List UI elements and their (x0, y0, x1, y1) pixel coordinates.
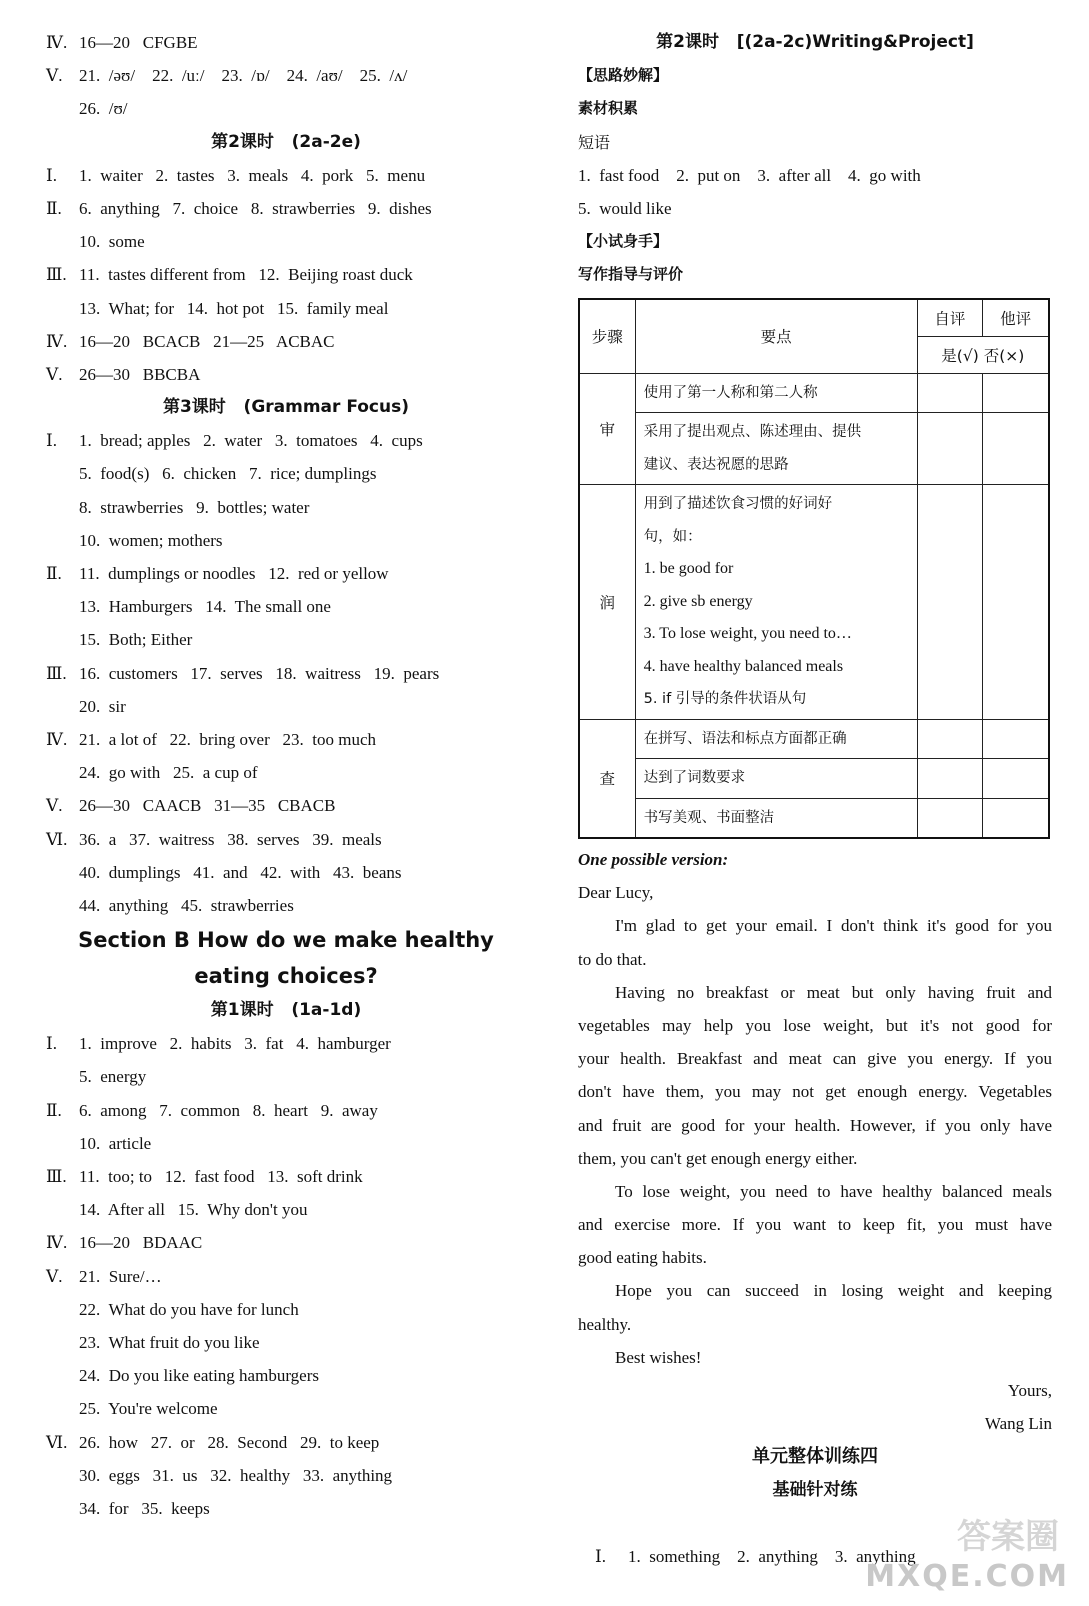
answer-row (46, 723, 526, 756)
point-handwriting: 书写美观、书面整洁 (635, 798, 917, 838)
answer-row (46, 823, 526, 856)
answer-row-continued: 13. Hamburgers 14. The small one (79, 597, 331, 617)
answer-row-continued: 5. food(s) 6. chicken 7. rice; dumplings (79, 464, 377, 484)
roman-numeral: Ⅳ. (46, 331, 68, 351)
point-expr-4: 4. have healthy balanced meals (643, 657, 844, 675)
lesson-heading: 第2课时 (2a-2e) (211, 131, 361, 152)
letter-body (578, 909, 1052, 1374)
unit-title: 单元整体训练四 (752, 1446, 878, 1468)
point-person: 使用了第一人称和第二人称 (635, 373, 917, 413)
answer-text: 1. waiter 2. tastes 3. meals 4. pork 5. menu (79, 165, 426, 185)
roman-numeral: Ⅴ. (46, 796, 63, 816)
section-heading: eating choices? (194, 964, 378, 989)
answer-row (46, 657, 526, 690)
answer-row-continued: 30. eggs 31. us 32. healthy 33. anything (79, 1465, 393, 1485)
phrases-line-2: 5. would like (578, 198, 672, 218)
point-expr-2: 2. give sb energy (643, 592, 753, 610)
answer-row (46, 59, 526, 92)
answer-row (46, 192, 526, 225)
roman-numeral: Ⅴ. (46, 364, 63, 384)
letter-line: vegetables may help you lose weight, but it's not good for (578, 1015, 1052, 1035)
roman-numeral: Ⅰ. (46, 431, 57, 451)
roman-numeral: Ⅱ. (46, 564, 62, 583)
answer-text: 1. bread; apples 2. water 3. tomatoes 4. cups (79, 431, 423, 451)
point-structure-a: 采用了提出观点、陈述理由、提供 (643, 424, 862, 440)
answer-row-continued: 22. What do you have for lunch (79, 1299, 299, 1319)
point-expr-1: 1. be good for (643, 560, 734, 577)
point-structure (635, 413, 917, 485)
point-expressions (635, 485, 917, 720)
phrases-line-1: 1. fast food 2. put on 3. after all 4. go with (578, 165, 921, 185)
answer-row-continued: 10. women; mothers (79, 530, 223, 550)
unit-subtitle: 基础针对练 (772, 1479, 858, 1500)
answer-row-continued: 34. for 35. keeps (79, 1498, 210, 1518)
answer-row (46, 258, 526, 291)
self-eval-cell (917, 759, 983, 799)
answer-row (46, 26, 526, 59)
letter-line: and exercise more. If you want to keep fit, you must have (578, 1215, 1052, 1235)
letter-line: To lose weight, you need to have healthy balanced meals (615, 1181, 1052, 1201)
lesson-heading: 第1课时 (1a-1d) (210, 1000, 362, 1021)
step-review: 审 (579, 373, 635, 485)
answer-row-continued: 8. strawberries 9. bottles; water (79, 497, 310, 517)
self-eval-cell (917, 798, 983, 838)
answer-text: 16—20 BDAAC (79, 1233, 203, 1253)
answer-row-continued: 5. energy (79, 1067, 147, 1087)
roman-numeral: Ⅰ. (46, 1034, 57, 1054)
answer-text: 26. how 27. or 28. Second 29. to keep (79, 1432, 380, 1452)
lesson-heading: 第3课时 (Grammar Focus) (162, 397, 410, 418)
version-label: One possible version: (578, 850, 729, 869)
answer-row (46, 789, 526, 822)
point-expr-3: 3. To lose weight, you need to… (643, 625, 852, 642)
answer-text: 16—20 BCACB 21—25 ACBAC (79, 331, 335, 351)
letter-line: them, you can't get enough energy either. (578, 1148, 858, 1168)
guide-label: 写作指导与评价 (578, 265, 684, 284)
answer-text: 1. improve 2. habits 3. fat 4. hamburger (79, 1034, 391, 1054)
answer-text: 6. anything 7. choice 8. strawberries 9. dishes (79, 198, 432, 218)
letter-signature: Wang Lin (984, 1414, 1052, 1434)
answer-row (46, 1226, 526, 1259)
letter-line: good eating habits. (578, 1248, 707, 1268)
section-heading: Section B How do we make healthy (78, 928, 494, 953)
roman-numeral: Ⅱ. (46, 1100, 62, 1120)
letter-line: Hope you can succeed in losing weight and keeping (615, 1281, 1052, 1301)
answer-text: 26—30 CAACB 31—35 CBACB (79, 796, 336, 816)
other-eval-cell (983, 798, 1049, 838)
roman-numeral: Ⅳ. (46, 729, 68, 749)
answer-row-continued: 23. What fruit do you like (79, 1332, 260, 1352)
answer-row (46, 1094, 526, 1127)
answer-row-continued: 10. article (79, 1133, 152, 1153)
answer-row-continued: 10. some (79, 232, 145, 252)
material-label: 素材积累 (578, 99, 639, 118)
answer-row (46, 424, 526, 457)
letter-line: healthy. (578, 1314, 632, 1334)
point-expr-b: 句，如： (643, 528, 702, 545)
watermark-text: MXQE.COM (865, 1559, 1069, 1594)
letter-line: to do that. (578, 949, 647, 969)
answer-row (46, 1426, 526, 1459)
phrases-label: 短语 (578, 132, 611, 152)
answer-row-continued: 24. Do you like eating hamburgers (79, 1366, 320, 1386)
answer-text: 6. among 7. common 8. heart 9. away (79, 1100, 378, 1120)
header-point: 要点 (635, 299, 917, 374)
answer-row-continued: 24. go with 25. a cup of (79, 763, 258, 783)
answer-row (46, 325, 526, 358)
answer-row (46, 1160, 526, 1193)
answer-text: 11. too; to 12. fast food 13. soft drink (79, 1167, 363, 1186)
answer-row-continued: 20. sir (79, 696, 126, 716)
roman-numeral: Ⅰ. (46, 165, 57, 185)
left-column (46, 26, 526, 1525)
answer-row (46, 159, 526, 192)
roman-numeral: Ⅳ. (46, 33, 68, 52)
answer-text: 11. tastes different from 12. Beijing roast duck (79, 265, 413, 285)
right-column (578, 26, 1052, 1566)
roman-numeral: Ⅳ. (46, 1233, 68, 1253)
letter-closing: Yours, (1007, 1381, 1052, 1400)
roman-numeral: Ⅴ. (46, 1266, 63, 1286)
point-expr-a: 用到了描述饮食习惯的好词好 (643, 496, 833, 512)
answer-text: 1. something 2. anything 3. anything (628, 1546, 916, 1566)
self-eval-cell (917, 719, 983, 759)
answer-row (46, 1260, 526, 1293)
letter-line: Best wishes! (615, 1347, 702, 1367)
step-check: 查 (579, 719, 635, 838)
roman-numeral: Ⅲ. (46, 1167, 67, 1186)
answer-row-continued: 13. What; for 14. hot pot 15. family meal (79, 298, 389, 318)
point-expr-5: 5. if 引导的条件状语从句 (643, 691, 807, 707)
answer-text: 16—20 CFGBE (79, 33, 198, 52)
point-structure-b: 建议、表达祝愿的思路 (643, 456, 789, 473)
header-step: 步骤 (579, 299, 635, 374)
self-eval-cell (917, 485, 983, 720)
other-eval-cell (983, 719, 1049, 759)
other-eval-cell (983, 413, 1049, 485)
other-eval-cell (983, 485, 1049, 720)
roman-numeral: Ⅴ. (46, 66, 63, 86)
other-eval-cell (983, 373, 1049, 413)
answer-row-continued: 14. After all 15. Why don't you (79, 1200, 308, 1220)
header-yes-no: 是(√) 否(×) (917, 336, 1049, 373)
letter-line: your health. Breakfast and meat can give you energy. If you (578, 1049, 1052, 1069)
roman-numeral: Ⅲ. (46, 663, 67, 683)
answer-row (46, 358, 526, 391)
point-word-count: 达到了词数要求 (635, 759, 917, 799)
answer-row-continued: 40. dumplings 41. and 42. with 43. beans (79, 862, 402, 882)
roman-numeral: Ⅱ. (46, 198, 62, 218)
answer-text: 16. customers 17. serves 18. waitress 19. pears (79, 663, 440, 683)
roman-numeral: Ⅲ. (46, 265, 67, 285)
letter-greeting: Dear Lucy, (578, 883, 654, 903)
answer-text: 21. /əʊ/ 22. /uː/ 23. /ɒ/ 24. /aʊ/ 25. /ʌ/ (79, 66, 408, 86)
answer-row-continued: 25. You're welcome (79, 1399, 218, 1419)
answer-text: 36. a 37. waitress 38. serves 39. meals (79, 829, 382, 849)
watermark-logo: 答案圈 (957, 1517, 1059, 1557)
try-label: 【小试身手】 (578, 232, 669, 251)
answer-text: 21. Sure/… (79, 1266, 162, 1286)
answer-text: 26—30 BBCBA (79, 364, 201, 384)
letter-line: I'm glad to get your email. I don't think it's good for you (615, 916, 1052, 936)
other-eval-cell (983, 759, 1049, 799)
lesson-title: 第2课时 [(2a-2c)Writing&Project] (656, 32, 974, 52)
thinking-label: 【思路妙解】 (578, 66, 669, 85)
point-correctness: 在拼写、语法和标点方面都正确 (635, 719, 917, 759)
writing-guide-table (578, 298, 1050, 840)
header-other: 他评 (983, 299, 1049, 337)
answer-row-continued: 44. anything 45. strawberries (79, 895, 294, 915)
answer-row (46, 1027, 526, 1060)
letter-line: Having no breakfast or meat but only having fruit and (615, 982, 1052, 1002)
header-self: 自评 (917, 299, 983, 337)
roman-numeral: Ⅵ. (46, 1432, 68, 1452)
step-polish: 润 (579, 485, 635, 720)
self-eval-cell (917, 373, 983, 413)
roman-numeral: Ⅵ. (46, 829, 68, 849)
self-eval-cell (917, 413, 983, 485)
letter-line: and fruit are good for your health. However, if you only have (578, 1115, 1052, 1135)
letter-line: don't have them, you may not get enough energy. Vegetables (578, 1082, 1052, 1102)
answer-row-continued: 26. /ʊ/ (79, 99, 128, 119)
answer-row (46, 557, 526, 590)
answer-row-continued: 15. Both; Either (79, 630, 193, 650)
answer-text: 21. a lot of 22. bring over 23. too much (79, 729, 376, 749)
answer-text: 11. dumplings or noodles 12. red or yellow (79, 564, 389, 583)
roman-numeral: Ⅰ. (595, 1546, 606, 1566)
